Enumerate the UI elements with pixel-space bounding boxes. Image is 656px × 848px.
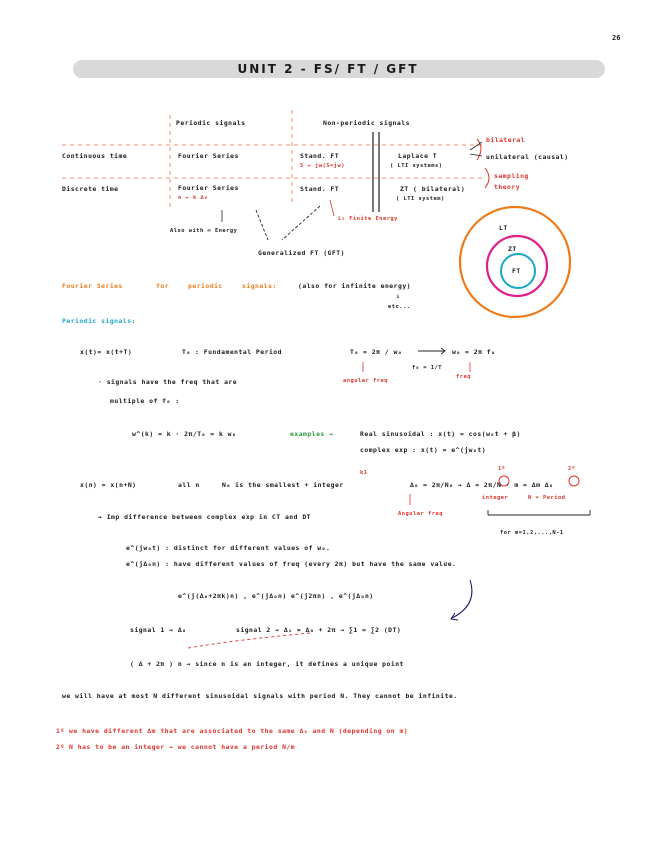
signals-have-1: · signals have the freq that are bbox=[98, 378, 238, 386]
row-continuous: Continuous time bbox=[62, 152, 128, 160]
label-sampling-1: sampling bbox=[494, 172, 529, 180]
sup-2: 2º bbox=[568, 466, 576, 472]
fs-heading-etc: etc... bbox=[388, 304, 411, 310]
imp-difference: → Imp difference between complex exp in CT and DT bbox=[98, 513, 312, 521]
ct-nonperiodic-2: S ↔ jw(S=jw) bbox=[300, 163, 345, 169]
n-period-label: N = Period bbox=[528, 495, 566, 501]
col-nonperiodic: Non-periodic signals bbox=[323, 119, 410, 127]
all-n: all n bbox=[178, 481, 200, 489]
integer-label: integer bbox=[482, 495, 509, 501]
arrow-gft-left bbox=[256, 210, 268, 240]
arrow-gft-right bbox=[282, 206, 320, 240]
diagram-zt: ZT bbox=[508, 245, 517, 253]
omega-formula: ∆₀ = 2π/N₀ → ∆ = 2π/N · m = ∆m ∆₀ bbox=[410, 481, 554, 489]
xn-def: x(n) = x(n+N) bbox=[80, 481, 137, 489]
angular-freq-2: Angular freq bbox=[398, 511, 443, 517]
dt-periodic-1: Fourier Series bbox=[178, 184, 239, 192]
t0-def: T₀ : Fundamental Period bbox=[182, 348, 282, 356]
freq-label: freq bbox=[456, 374, 471, 380]
t0-formula: T₀ = 2π / w₀ bbox=[350, 348, 403, 356]
real-sinusoidal: Real sinusoidal : x(t) = cos(w₀t + β) bbox=[360, 430, 521, 438]
label-sampling-2: theory bbox=[494, 183, 521, 191]
xt-def: x(t)= x(t+T) bbox=[80, 348, 133, 356]
diagram-ft: FT bbox=[512, 267, 521, 275]
ct-nonperiodic-1: Stand. FT bbox=[300, 152, 340, 160]
fs-heading-arrow: ↓ bbox=[396, 292, 401, 300]
ct-laplace-2: ( LTI systems) bbox=[390, 163, 443, 169]
conclusion: we will have at most N different sinusoidal signals with period N. They cannot be infinite. bbox=[62, 692, 458, 700]
periodic-signals-heading: Periodic signals: bbox=[62, 317, 136, 325]
n0-def: N₀ is the smallest + integer bbox=[222, 481, 344, 489]
for-m: for m=1,2,...,N-1 bbox=[500, 530, 564, 536]
w0-formula: w₀ = 2π f₀ bbox=[452, 348, 496, 356]
fs-heading-3: periodic bbox=[188, 282, 223, 290]
dt-periodic-2: n ↔ k ∆₀ bbox=[178, 195, 208, 201]
f0-formula: f₀ = 1/T bbox=[412, 365, 442, 371]
sup-1: 1º bbox=[498, 466, 506, 472]
examples-label: examples → bbox=[290, 430, 334, 438]
diagram-lt: LT bbox=[499, 224, 508, 232]
not-distinct-line: e^(j∆₀n) : have different values of freq (every 2π) but have the same value. bbox=[126, 560, 457, 568]
fs-heading-2: for bbox=[156, 282, 170, 290]
integer-line: ( ∆ + 2π ) n → since n is an integer, it defines a unique point bbox=[130, 660, 404, 668]
arrow-finite-energy bbox=[330, 200, 334, 216]
ct-laplace-1: Laplace T bbox=[398, 152, 438, 160]
col-periodic: Periodic signals bbox=[176, 119, 246, 127]
k1-label: k1 bbox=[360, 470, 368, 476]
curve-arrow bbox=[452, 580, 472, 618]
dt-nonperiodic: Stand. FT bbox=[300, 185, 340, 193]
signals-have-2: multiple of f₀ : bbox=[110, 397, 180, 405]
curve-dashed bbox=[188, 633, 310, 648]
label-unilateral: unilateral (causal) bbox=[486, 153, 569, 161]
fs-heading-5: (also for infinite energy) bbox=[298, 282, 412, 290]
fs-heading-4: signals: bbox=[242, 282, 277, 290]
ct-periodic: Fourier Series bbox=[178, 152, 239, 160]
signal1: signal 1 → ∆₀ bbox=[130, 626, 187, 634]
dt-z-1: ZT ( bilateral) bbox=[400, 185, 466, 193]
label-bilateral: bilateral bbox=[486, 136, 526, 144]
page-title: UNIT 2 - FS/ FT / GFT bbox=[237, 62, 419, 76]
note-1: 1º we have different ∆m that are associated to the same ∆₀ and N (depending on m) bbox=[56, 727, 409, 735]
dt-z-2: ( LTI system) bbox=[396, 196, 445, 202]
complex-exp: complex exp : x(t) = e^(jw₀t) bbox=[360, 446, 487, 454]
note-2: 2º N has to be an integer → we cannot have a period N/m bbox=[56, 743, 296, 751]
finite-energy: L₂ Finite Energy bbox=[338, 216, 398, 222]
also-with-energy: Also with ∞ Energy bbox=[170, 228, 238, 234]
brace-sampling bbox=[485, 168, 489, 188]
page-number: 26 bbox=[612, 34, 621, 42]
exp-list: e^(j(∆₀+2πk)n) , e^(j∆₀n) e^(j2πn) , e^(j∆₀n) bbox=[178, 592, 374, 600]
fs-heading-1: Fourier Series bbox=[62, 282, 123, 290]
angular-freq-label: angular freq bbox=[343, 378, 388, 384]
gft-label: Generalized FT (GFT) bbox=[258, 249, 345, 257]
row-discrete: Discrete time bbox=[62, 185, 119, 193]
signal2: signal 2 → ∆₁ = ∆₀ + 2π → ∑1 = ∑2 (DT) bbox=[236, 626, 402, 634]
brace-laplace bbox=[477, 139, 481, 160]
circle-lt bbox=[460, 207, 570, 317]
wk-formula: w^(k) = k · 2π/T₀ = k w₀ bbox=[132, 430, 237, 438]
distinct-line: e^(jw₀t) : distinct for different values of w₀. bbox=[126, 544, 331, 552]
